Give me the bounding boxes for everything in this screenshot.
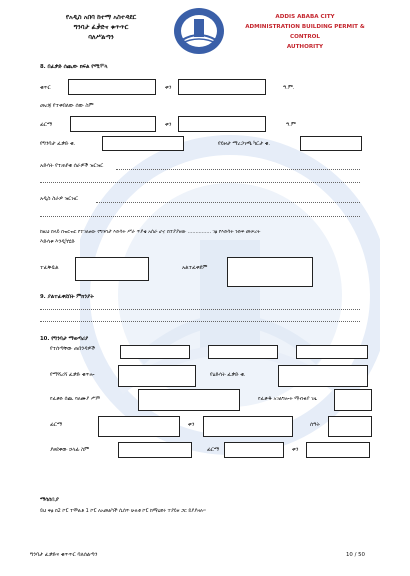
renewal-field[interactable] (278, 365, 368, 387)
approver-date-label: ቀን (292, 447, 299, 453)
approver-signature-label: ፊርማ (207, 447, 219, 453)
signature-field[interactable] (70, 116, 156, 132)
inspector-field-3[interactable] (296, 345, 368, 359)
note-title: ማሳሰቢያ (40, 497, 59, 503)
year-label: ዓ.ም. (283, 85, 295, 91)
new-works-line-2[interactable] (40, 216, 360, 217)
not-approved-label: አልተፈቀደም (182, 265, 208, 271)
permit-type-field[interactable] (118, 365, 196, 387)
permit-no-field[interactable] (102, 136, 184, 151)
section-9-title: 9. ያልተፈቀደበት ምክንያት (40, 294, 94, 300)
inspector-label: የተሰጣቸው ጠበንዳዎች (50, 346, 95, 352)
header-english-line-2: ADMINISTRATION BUILDING PERMIT & CONTROL (245, 24, 365, 40)
inspector-field-1[interactable] (120, 345, 190, 359)
statement-line-2: እድሳቱ እንዲካሄድ (40, 239, 75, 245)
approver-name-field[interactable] (118, 442, 192, 458)
permit-no-label: የግንባታ ፈቃድ ቁ. (40, 141, 76, 147)
inspector-field-2[interactable] (208, 345, 278, 359)
reason-line-2[interactable] (40, 321, 360, 322)
authority-logo (172, 6, 226, 56)
section-10-date-label: ቀን (188, 422, 195, 428)
approver-signature-field[interactable] (224, 442, 284, 458)
cert-no-label: የይዞታ ማረጋገጫ ካርታ ቁ. (218, 141, 271, 147)
statement-line-1: ከዚህ በላይ በዝርዝር የተገለፀው የግንባታ እድሳት ሥራ ጥያቄ አሰራ ሆኖ በተያያዘው ............... ገፅ የእድሳት ንድፍ መሠረት (40, 229, 261, 235)
year-label-2: ዓ.ም (286, 122, 296, 128)
approver-label: ያፀደቀው ኃላፊ ስም (50, 447, 89, 453)
permit-type-label: የማሻረሻ ፈቃድ ቁጥሎ (50, 372, 95, 378)
cert-no-field[interactable] (300, 136, 362, 151)
header-amharic-line-2: ግንባታ ፈቃድና ቁጥጥር (73, 23, 129, 31)
committee-label: የፈቃዱ አገልግሎት ማብቂያ ገዜ (258, 396, 317, 402)
time-label: ሰዓት (310, 422, 320, 428)
number-field[interactable] (68, 79, 156, 95)
deficiency-line-1[interactable] (116, 169, 360, 170)
new-works-line-1[interactable] (96, 202, 360, 203)
new-works-label: አዲስ ስራዎ ዝርዝር (40, 196, 78, 202)
page-number: 10 / 50 (346, 552, 365, 558)
permit-validity-field[interactable] (138, 389, 240, 411)
date-label-2: ቀን (165, 122, 172, 128)
time-field[interactable] (328, 416, 372, 437)
deficiency-label: አድሳት የተጠየቁ ሰራዎች ዝርዝር (40, 163, 104, 169)
section-8-title: 8. በፈቃድ ሰጪው ክፍል የሚሞላ (40, 64, 108, 70)
date-field-2[interactable] (178, 116, 266, 132)
reason-line-1[interactable] (40, 309, 360, 310)
section-10-title: 10. የግንባታ ማወጣሪያ (40, 336, 89, 342)
deficiency-line-2[interactable] (40, 182, 360, 183)
approved-box[interactable] (75, 257, 149, 281)
receiver-label: መረጃ የተቀበለው ሰው ስም (40, 103, 94, 109)
section-10-signature-field[interactable] (98, 416, 180, 437)
approver-date-field[interactable] (306, 442, 370, 458)
header-amharic-line-1: የአዲስ አበባ ከተማ አስተዳደር (65, 13, 137, 21)
header-english-line-3: AUTHORITY (286, 44, 324, 50)
header-amharic-line-3: ባለሥልጣን (88, 33, 114, 41)
note-body: ይህ ቅፅ በ2 ኮፒ ተሞልቶ 1 ኮፒ ለአመልካች ሲሰጥ ሁለቱ ኮፒ ከማህደሩ ተያይዞ ጋር ይያያዛሉ። (40, 508, 206, 514)
committee-field[interactable] (334, 389, 372, 411)
footer-authority: ግንባታ ፈቃድና ቁጥጥር ባለሰልጣን (30, 552, 98, 558)
header-english (240, 12, 370, 52)
date-field[interactable] (178, 79, 266, 95)
section-10-date-field[interactable] (203, 416, 293, 437)
date-label: ቀን (165, 85, 172, 91)
header-amharic (36, 12, 166, 42)
permit-validity-label: የፈቃድ ሰጪ ባለሙያ ሥም (50, 396, 101, 402)
number-label: ቁጥር (40, 85, 51, 91)
not-approved-box[interactable] (227, 257, 313, 287)
signature-label: ፊርማ (40, 122, 52, 128)
section-10-signature-label: ፊርማ (50, 422, 62, 428)
header-english-line-1: ADDIS ABABA CITY (275, 14, 335, 20)
renewal-label: የዕድሳት ፈቃድ ቁ. (210, 372, 246, 378)
approved-label: ተፈቅዷል (40, 265, 59, 271)
